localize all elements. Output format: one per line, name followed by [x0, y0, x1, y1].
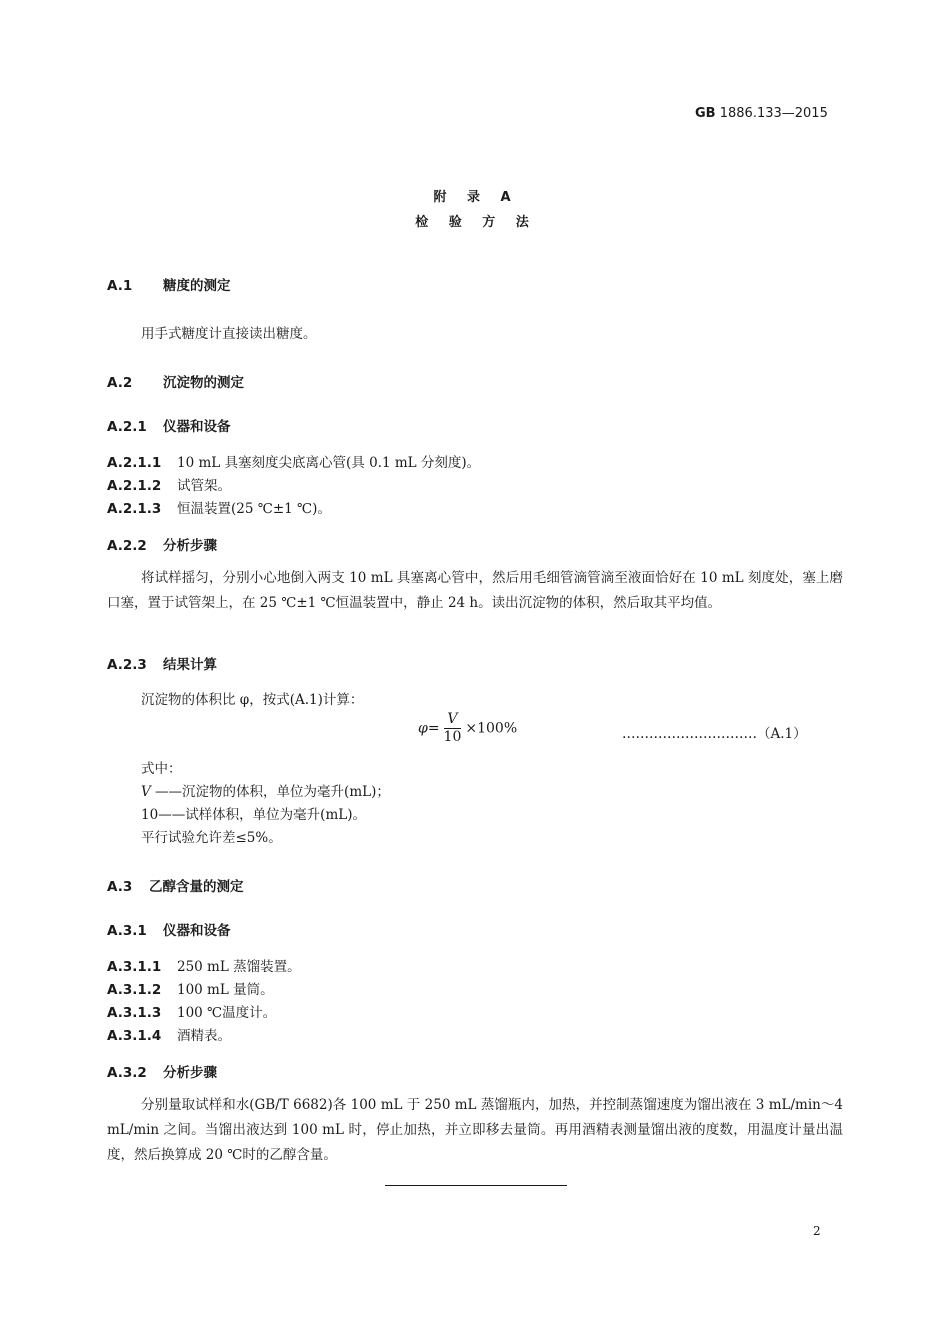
item-text: 100 ℃温度计。 — [177, 1005, 277, 1021]
item-text: 250 mL 蒸馏装置。 — [177, 959, 301, 975]
section-a2-heading — [107, 371, 244, 391]
variable-description: ——沉淀物的体积，单位为毫升(mL)； — [155, 784, 390, 800]
section-title: 仪器和设备 — [163, 419, 231, 435]
list-item — [107, 474, 231, 494]
section-number: A.2.1 — [107, 419, 147, 435]
section-a31-heading — [107, 919, 231, 939]
item-number: A.2.1.1 — [107, 455, 162, 471]
formula-intro: 沉淀物的体积比 φ，按式(A.1)计算： — [141, 692, 364, 708]
variable-description: ——试样体积，单位为毫升(mL)。 — [158, 807, 366, 823]
item-number: A.3.1.2 — [107, 982, 162, 998]
list-item — [107, 955, 301, 975]
formula — [418, 711, 517, 746]
variable-definition — [141, 803, 366, 823]
item-number: A.3.1.4 — [107, 1028, 162, 1044]
standard-prefix: GB — [695, 106, 716, 121]
appendix-title: 检 验 方 法 — [415, 215, 537, 230]
section-number: A.3.2 — [107, 1065, 147, 1081]
list-item — [107, 1001, 276, 1021]
list-item — [107, 978, 274, 998]
end-rule — [385, 1185, 567, 1186]
item-text: 10 mL 具塞刻度尖底离心管(具 0.1 mL 分刻度)。 — [177, 455, 481, 471]
section-title: 糖度的测定 — [163, 278, 231, 294]
section-title: 沉淀物的测定 — [163, 375, 244, 391]
formula-rest: ×100% — [465, 720, 518, 737]
section-a3-heading — [107, 875, 244, 895]
item-text: 试管架。 — [177, 478, 231, 494]
section-title: 结果计算 — [163, 657, 217, 673]
section-number: A.2 — [107, 375, 133, 391]
standard-code — [695, 106, 828, 121]
tolerance-text: 平行试验允许差≤5%。 — [141, 830, 282, 846]
formula-fraction — [444, 711, 462, 746]
section-number: A.2.3 — [107, 657, 147, 673]
where-label: 式中： — [141, 761, 182, 777]
section-a32-text: 分别量取试样和水(GB/T 6682)各 100 mL 于 250 mL 蒸馏瓶内，加热，并控制蒸馏速度为馏出液在 3 mL/min～4 mL/min 之间。当馏出液达到 100 mL 时，停止加热，并立即移去量筒。再用酒精表测量馏出液的度数，用温度计量出温度，然后换算成 20 ℃时的乙醇含量。 — [107, 1097, 843, 1163]
list-item — [107, 497, 331, 517]
section-a1-heading — [107, 274, 231, 294]
variable-symbol: 10 — [141, 807, 159, 823]
formula-numerator: V — [444, 711, 462, 729]
section-a32-heading — [107, 1061, 217, 1081]
formula-equals: = — [427, 720, 440, 737]
variable-symbol: V — [141, 784, 151, 800]
section-number: A.3 — [107, 879, 133, 895]
list-item — [107, 451, 480, 471]
item-text: 100 mL 量筒。 — [177, 982, 274, 998]
section-a1-text: 用手式糖度计直接读出糖度。 — [141, 326, 317, 342]
section-a22-heading — [107, 534, 217, 554]
variable-definition — [141, 780, 390, 800]
section-title: 乙醇含量的测定 — [149, 879, 244, 895]
formula-lhs: φ — [418, 720, 428, 737]
list-item — [107, 1024, 231, 1044]
appendix-label: 附 录 A — [433, 190, 519, 205]
section-number: A.1 — [107, 278, 133, 294]
formula-denominator: 10 — [443, 729, 462, 745]
section-number: A.2.2 — [107, 538, 147, 554]
item-number: A.3.1.1 — [107, 959, 162, 975]
item-text: 酒精表。 — [177, 1028, 231, 1044]
item-text: 恒温装置(25 ℃±1 ℃)。 — [177, 501, 331, 517]
item-number: A.2.1.2 — [107, 478, 162, 494]
item-number: A.2.1.3 — [107, 501, 162, 517]
section-title: 分析步骤 — [163, 538, 217, 554]
section-a23-heading — [107, 653, 217, 673]
formula-reference: …………………………（A.1） — [622, 726, 807, 742]
page-number: 2 — [813, 1224, 821, 1238]
standard-number: 1886.133—2015 — [719, 106, 828, 121]
section-a21-heading — [107, 415, 231, 435]
section-title: 仪器和设备 — [163, 923, 231, 939]
section-number: A.3.1 — [107, 923, 147, 939]
item-number: A.3.1.3 — [107, 1005, 162, 1021]
section-a22-text: 将试样摇匀，分别小心地倒入两支 10 mL 具塞离心管中，然后用毛细管滴管滴至液面恰好在 10 mL 刻度处，塞上磨口塞，置于试管架上，在 25 ℃±1 ℃恒温装置中，静止 24 h。读出沉淀物的体积，然后取其平均值。 — [107, 570, 843, 611]
section-title: 分析步骤 — [163, 1065, 217, 1081]
